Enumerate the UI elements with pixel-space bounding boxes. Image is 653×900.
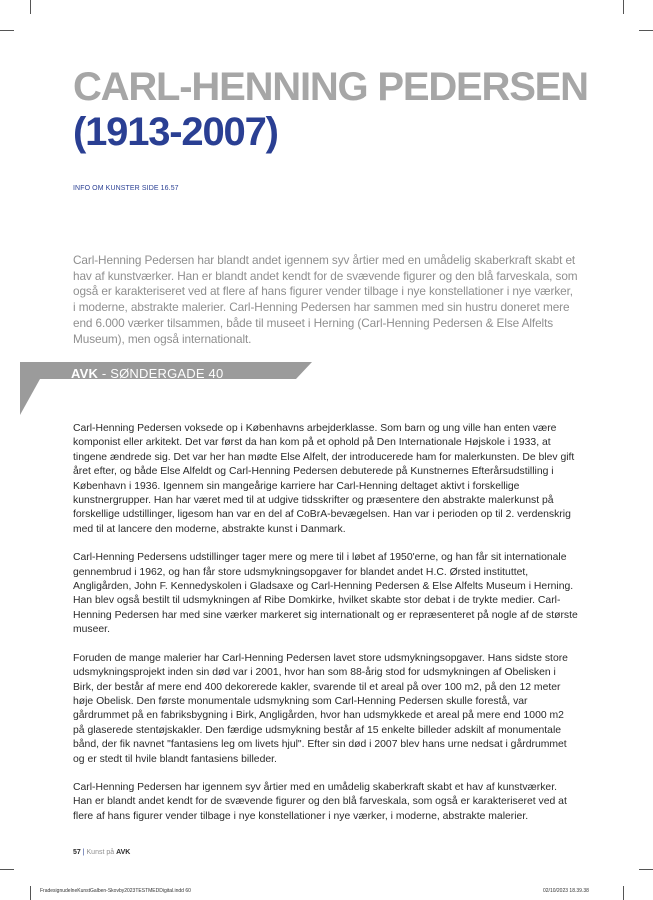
crop-mark [639, 869, 653, 870]
banner-label [71, 366, 223, 381]
banner-fold [20, 379, 40, 415]
crop-mark [623, 0, 624, 14]
crop-mark [0, 30, 14, 31]
crop-mark [639, 30, 653, 31]
body-paragraph: Carl-Henning Pedersen voksede op i Københavns arbejderklasse. Som barn og ung ville han enten være komponist eller arkitekt. Det var først da han kom på et ophold på Den Internationale Højskole i 1933, at tingene ændrede sig. Det var her han mødte Else Alfelt, der introducerede ham for malerkunsten. De blev gift året efter, og både Else Alfeldt og Carl-Henning Pedersen debuterede på Kunstnernes Efterårsudstilling i København i 1936. Igennem sin mangeårige karriere har Carl-Henning deltaget aktivt i forskellige kunstnergrupper. Han har været med til at udgive tidsskrifter og præsentere den abstrakte malerkunst på forskellige udstillinger, ligesom han var en del af CoBrA-bevægelsen. Han var i perioden op til 2. verdenskrig med til at lancere den moderne, abstrakte kunst i Danmark. [73, 423, 575, 535]
page-number: 57 [73, 849, 81, 856]
body-paragraph: Carl-Henning Pedersens udstillinger tager mere og mere til i løbet af 1950'erne, og han får sit internationale gennembrud i 1962, og han får store udsmykningsopgaver for blandet andet H.C. Ørsted instituttet, Angligården, John F. Kennedyskolen i Gladsaxe og Carl-Henning Pedersen & Else Alfelts Museum i Herning. Han blev også bestilt til udsmykningen af Ribe Domkirke, hvilket skabte stor debat i de trykte medier. Carl-Henning Pedersen har med sine værker markeret sig internationalt og er repræsenteret på nogle af de største museer. [73, 552, 578, 636]
body-paragraph: Carl-Henning Pedersen har igennem syv årtier med en umådelig skaberkraft skabt et hav af kunstværker. Han er blandt andet kendt for de svævende figurer og den blå farveskala, som også er karakteriseret ved at flere af hans figurer vender tilbage i nye konstellationer i nye værker, i moderne, abstrakte malerier. [73, 781, 567, 822]
footer-separator: | [80, 849, 87, 856]
banner-location: - SØNDERGADE 40 [98, 366, 224, 381]
crop-mark [30, 886, 31, 900]
print-slug-file: FradesignudelneKunstGalben-Skovby2023TESTMEDDigital.indd 60 [40, 888, 191, 894]
footer-brand: AVK [116, 849, 131, 856]
body-paragraph: Foruden de mange malerier har Carl-Henning Pedersen lavet store udsmykningsopgaver. Hans sidste store udsmykningsprojekt inden sin død var i 2001, hvor han som 88-årig stod for udsmykningen af Obelisken i Birk, der består af mere end 400 dekorerede kakler, svarende til et areal på over 100 m2, på den 12 meter høje Obelisk. Den første monumentale udsmykning som Carl-Henning Pedersen skulle forestå, var gårdrummet på en fabriksbygning i Birk, Angligården, hvor han udsmykkede et areal på mere end 1000 m2 på glaserede stentøjskakler. Den færdige udsmykning består af 15 enkelte billeder adskilt af monumentale bånd, der fik navnet "fantasiens leg om livets hjul". Efter sin død i 2007 blev hans urne nedsat i gårdrummet og er stedt til hvile blandt fantasiens billeder. [73, 652, 568, 765]
page-footer [73, 849, 130, 856]
body-text [73, 422, 578, 838]
footer-section: Kunst på [86, 849, 117, 856]
page-subtitle-years: (1913-2007) [73, 110, 278, 154]
intro-paragraph: Carl-Henning Pedersen har blandt andet igennem syv årtier med en umådelig skaberkraft skabt et hav af kunstværker. Han er blandt andet kendt for de svævende figurer og den blå farveskala, som også er karakteriseret ved at flere af hans figurer vender tilbage i nye konstellationer i nye værker, i moderne, abstrakte malerier. Carl-Henning Pedersen har sammen med sin hustru doneret mere end 6.000 værker tilsammen, både til museet i Herning (Carl-Henning Pedersen & Else Alfelts Museum), men også internationalt. [73, 253, 578, 346]
info-line: INFO OM KUNSTER SIDE 16.57 [73, 185, 179, 192]
crop-mark [623, 886, 624, 900]
banner-brand: AVK [71, 366, 99, 381]
page-title: CARL-HENNING PEDERSEN [73, 65, 588, 109]
print-slug-date: 02/10/2023 18.39.38 [543, 888, 589, 894]
crop-mark [0, 869, 14, 870]
crop-mark [30, 0, 31, 14]
